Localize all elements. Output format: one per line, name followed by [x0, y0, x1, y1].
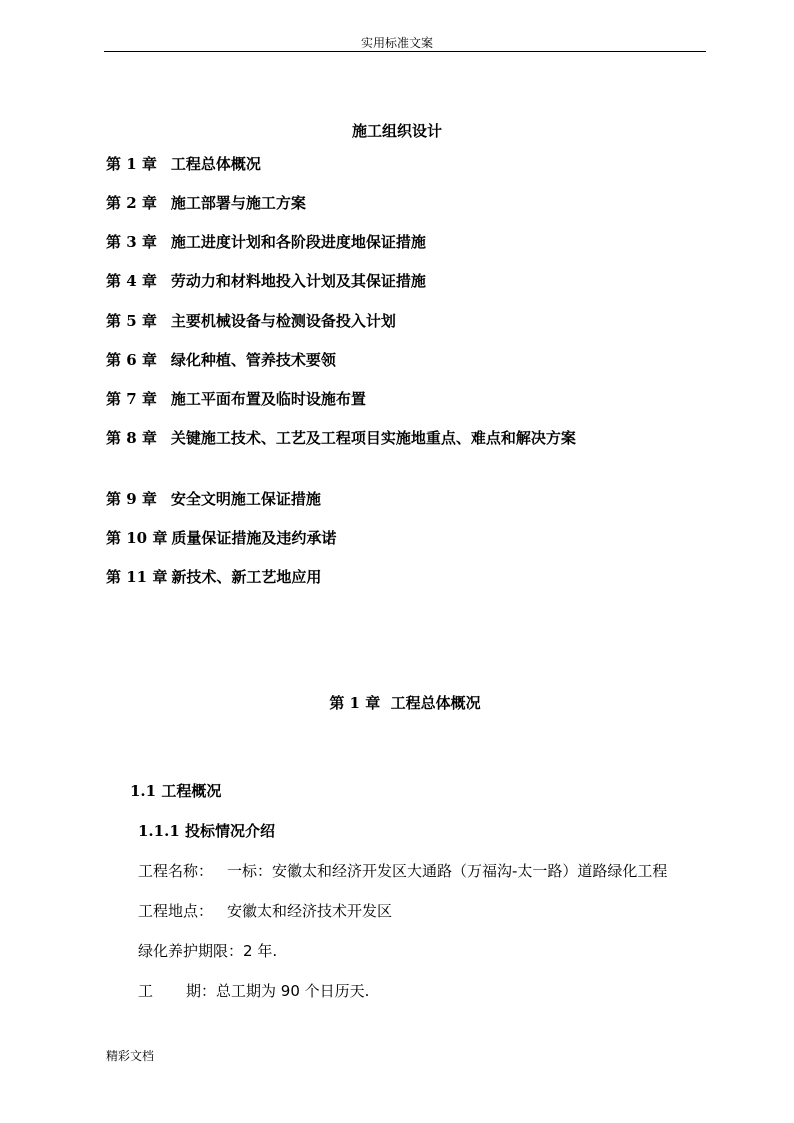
- construction-period-label-b: 期：: [186, 982, 217, 1000]
- toc-chapter-title: 主要机械设备与检测设备投入计划: [170, 312, 396, 330]
- toc-chapter-number: 第 5 章: [106, 312, 157, 330]
- toc-chapter-number: 第 10 章: [106, 529, 168, 547]
- toc-item: [106, 388, 366, 409]
- project-location-line: [138, 900, 392, 921]
- toc-item: [106, 192, 306, 213]
- construction-period-label-a: 工: [138, 982, 154, 1000]
- toc-chapter-title: 施工部署与施工方案: [170, 194, 306, 212]
- construction-period-value: 总工期为 90 个日历天.: [216, 982, 370, 1000]
- toc-chapter-title: 安全文明施工保证措施: [170, 490, 321, 508]
- project-name-label: 工程名称：: [138, 862, 214, 880]
- construction-period-line: [138, 980, 369, 1001]
- toc-item: [106, 231, 426, 252]
- toc-chapter-title: 绿化种植、管养技术要领: [170, 351, 336, 369]
- toc-chapter-title: 施工平面布置及临时设施布置: [170, 390, 366, 408]
- page-footer: 精彩文档: [106, 1049, 155, 1063]
- toc-item: [106, 349, 336, 370]
- toc-chapter-title: 工程总体概况: [170, 155, 261, 173]
- toc-chapter-title: 施工进度计划和各阶段进度地保证措施: [170, 233, 426, 251]
- toc-item: [106, 488, 321, 509]
- document-title: 施工组织设计: [351, 122, 442, 140]
- toc-chapter-title: 新技术、新工艺地应用: [171, 568, 322, 586]
- toc-chapter-title: 关键施工技术、工艺及工程项目实施地重点、难点和解决方案: [170, 429, 576, 447]
- toc-item: [106, 566, 321, 587]
- toc-chapter-number: 第 7 章: [106, 390, 157, 408]
- subsection-heading: 1.1.1 投标情况介绍: [138, 822, 275, 840]
- toc-chapter-number: 第 4 章: [106, 272, 157, 290]
- project-name-line: [138, 860, 667, 881]
- toc-chapter-number: 第 6 章: [106, 351, 157, 369]
- header-divider: [104, 51, 706, 52]
- toc-chapter-number: 第 1 章: [106, 155, 157, 173]
- toc-chapter-number: 第 8 章: [106, 429, 157, 447]
- toc-item: [106, 427, 576, 448]
- toc-item: [106, 270, 426, 291]
- toc-chapter-number: 第 9 章: [106, 490, 157, 508]
- toc-chapter-number: 第 3 章: [106, 233, 157, 251]
- project-location-value: 安徽太和经济技术开发区: [227, 902, 393, 920]
- maintenance-period-label: 绿化养护期限：: [138, 942, 244, 960]
- toc-chapter-number: 第 11 章: [106, 568, 168, 586]
- toc-item: [106, 310, 396, 331]
- project-location-label: 工程地点：: [138, 902, 214, 920]
- toc-item: [106, 527, 336, 548]
- chapter-1-heading: 第 1 章 工程总体概况: [329, 694, 481, 712]
- toc-chapter-title: 质量保证措施及违约承诺: [171, 529, 337, 547]
- page-header: 实用标准文案: [360, 36, 433, 50]
- section-heading: 1.1 工程概况: [130, 782, 222, 800]
- maintenance-period-value: 2 年.: [243, 942, 278, 960]
- project-name-value: 一标：安徽太和经济开发区大通路（万福沟-太一路）道路绿化工程: [227, 862, 668, 880]
- toc-chapter-title: 劳动力和材料地投入计划及其保证措施: [170, 272, 426, 290]
- toc-chapter-number: 第 2 章: [106, 194, 157, 212]
- toc-item: [106, 153, 261, 174]
- maintenance-period-line: [138, 940, 277, 961]
